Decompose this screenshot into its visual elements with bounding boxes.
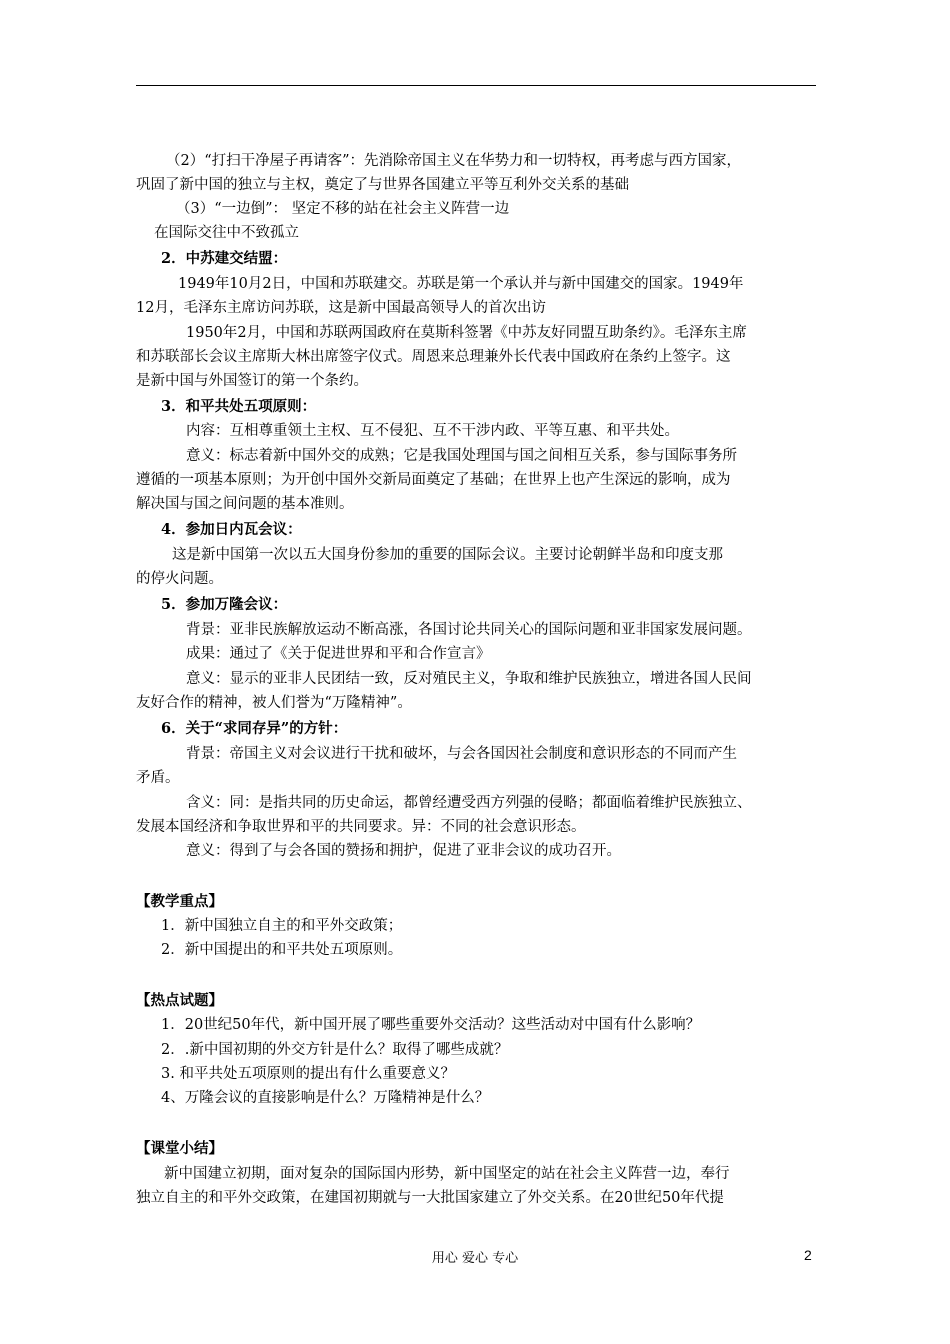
text-line: 含义：同：是指共同的历史命运，都曾经遭受西方列强的侵略；都面临着维护民族独立、 [186,795,752,811]
text-line: 在国际交往中不致孤立 [154,225,299,241]
text-line: 1．20世纪50年代，新中国开展了哪些重要外交活动？这些活动对中国有什么影响？ [161,1017,701,1033]
text-line: 内容：互相尊重领土主权、互不侵犯、互不干涉内政、平等互惠、和平共处。 [186,423,679,439]
text-line: 的停火问题。 [136,571,223,587]
page-footer: 用心 爱心 专心 [431,1251,519,1266]
text-line: 2．新中国提出的和平共处五项原则。 [161,942,403,958]
text-line: 12月，毛泽东主席访问苏联，这是新中国最高领导人的首次出访 [136,300,546,316]
header-rule [136,85,816,86]
section-heading: 6．关于“求同存异”的方针： [161,720,348,737]
text-line: 新中国建立初期，面对复杂的国际国内形势，新中国坚定的站在社会主义阵营一边，奉行 [164,1166,730,1182]
text-line: 是新中国与外国签订的第一个条约。 [136,373,368,389]
text-line: 3. 和平共处五项原则的提出有什么重要意义？ [161,1066,455,1082]
text-line: 解决国与国之间问题的基本准则。 [136,496,354,512]
text-line: 遵循的一项基本原则；为开创中国外交新局面奠定了基础；在世界上也产生深远的影响，成为 [136,472,731,488]
section-heading: 3．和平共处五项原则： [161,398,317,415]
text-line: 1949年10月2日，中国和苏联建交。苏联是第一个承认并与新中国建交的国家。1949年 [178,276,744,292]
text-line: 背景：亚非民族解放运动不断高涨，各国讨论共同关心的国际问题和亚非国家发展问题。 [186,622,752,638]
text-line: 1950年2月，中国和苏联两国政府在莫斯科签署《中苏友好同盟互助条约》。毛泽东主席 [186,325,747,341]
text-line: 意义：标志着新中国外交的成熟；它是我国处理国与国之间相互关系，参与国际事务所 [186,448,737,464]
section-heading: 【热点试题】 [136,992,223,1009]
text-line: 这是新中国第一次以五大国身份参加的重要的国际会议。主要讨论朝鲜半岛和印度支那 [172,547,723,563]
text-line: 独立自主的和平外交政策，在建国初期就与一大批国家建立了外交关系。在20世纪50年代提 [136,1190,724,1206]
page-number: 2 [804,1247,812,1263]
text-line: 巩固了新中国的独立与主权，奠定了与世界各国建立平等互利外交关系的基础 [136,177,629,193]
section-heading: 2．中苏建交结盟： [161,250,288,267]
text-line: 矛盾。 [136,770,180,786]
text-line: 1．新中国独立自主的和平外交政策； [161,918,403,934]
text-line: 2．.新中国初期的外交方针是什么？取得了哪些成就？ [161,1042,509,1058]
text-line: 发展本国经济和争取世界和平的共同要求。异：不同的社会意识形态。 [136,819,586,835]
text-line: 4、万隆会议的直接影响是什么？万隆精神是什么？ [161,1090,490,1106]
text-line: （3）“一边倒”： 坚定不移的站在社会主义阵营一边 [176,201,510,217]
section-heading: 【教学重点】 [136,893,223,910]
text-line: 友好合作的精神，被人们誉为“万隆精神”。 [136,695,412,711]
text-line: 背景：帝国主义对会议进行干扰和破坏，与会各国因社会制度和意识形态的不同而产生 [186,746,737,762]
text-line: （2）“打扫干净屋子再请客”：先消除帝国主义在华势力和一切特权，再考虑与西方国家， [166,153,742,169]
text-line: 和苏联部长会议主席斯大林出席签字仪式。周恩来总理兼外长代表中国政府在条约上签字。这 [136,349,731,365]
text-line: 意义：显示的亚非人民团结一致，反对殖民主义，争取和维护民族独立，增进各国人民间 [186,671,752,687]
section-heading: 5．参加万隆会议： [161,596,288,613]
section-heading: 【课堂小结】 [136,1140,223,1157]
text-line: 成果：通过了《关于促进世界和平和合作宣言》 [186,646,491,662]
section-heading: 4．参加日内瓦会议： [161,521,302,538]
text-line: 意义：得到了与会各国的赞扬和拥护，促进了亚非会议的成功召开。 [186,843,621,859]
